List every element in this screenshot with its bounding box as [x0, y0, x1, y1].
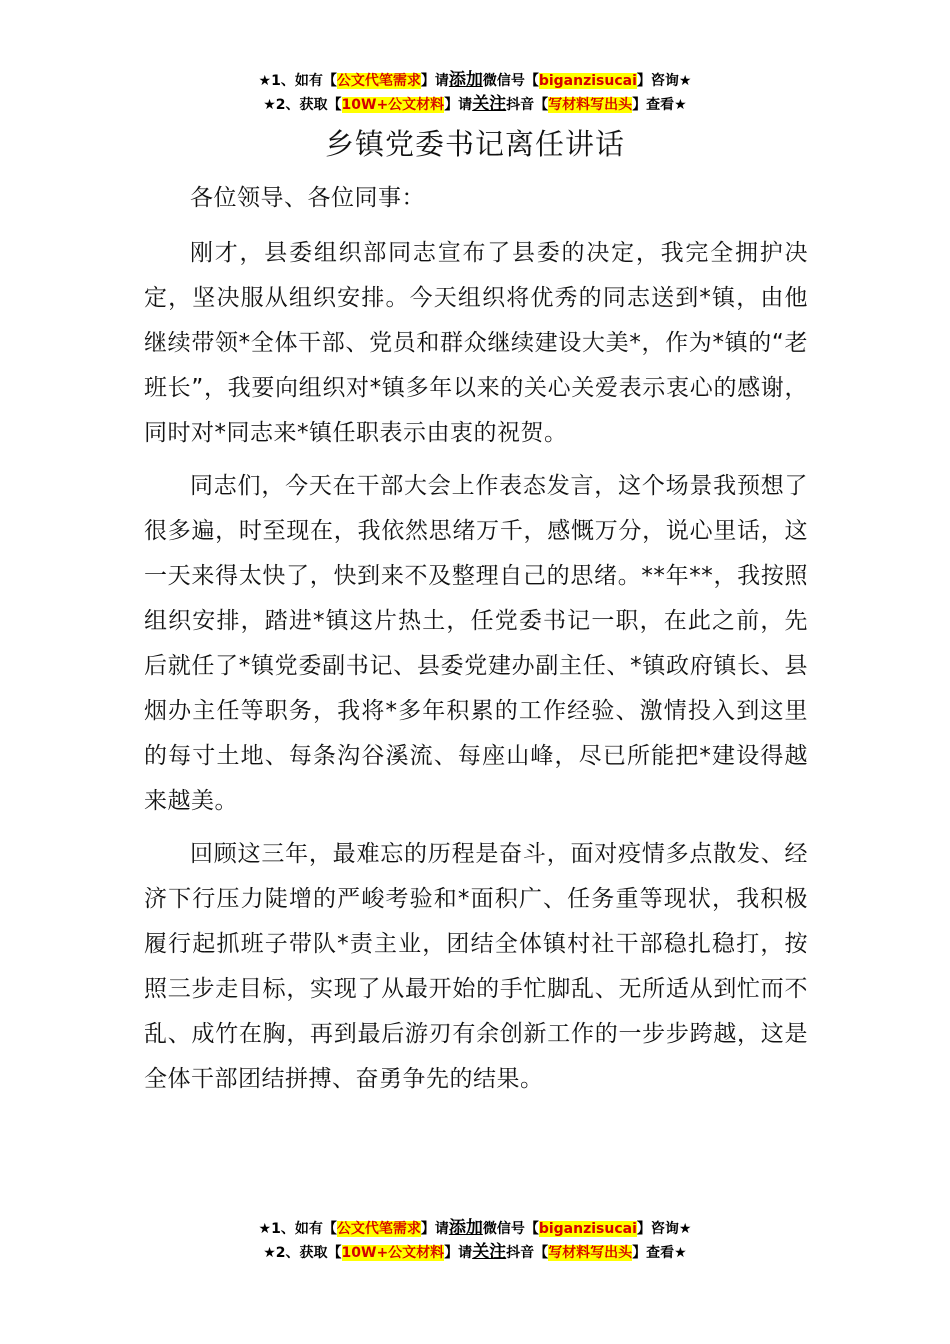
- bottom-promo-banner: [0, 1216, 950, 1264]
- promo-text: 】请: [420, 73, 449, 89]
- promo-text: 】请: [444, 97, 473, 113]
- ghostwriting-highlight: 公文代笔需求: [336, 73, 421, 89]
- ghostwriting-highlight: 公文代笔需求: [336, 1221, 421, 1237]
- document-title: 乡镇党委书记离任讲话: [324, 127, 625, 161]
- promo-text: ★2、获取【: [263, 97, 342, 113]
- promo-text: 】咨询★: [636, 73, 692, 89]
- promo-line-2: [0, 92, 950, 116]
- promo-text: ★1、如有【: [258, 73, 337, 89]
- wechat-id-highlight: biganzisucai: [538, 73, 637, 89]
- promo-line-1: [0, 68, 950, 92]
- promo-text: 微信号【: [482, 1221, 539, 1237]
- follow-emphasis: 关注: [472, 1242, 507, 1262]
- document-body: [144, 176, 808, 1102]
- promo-text: 】请: [444, 1245, 473, 1261]
- douyin-id-highlight: 写材料写出头: [548, 97, 633, 113]
- douyin-id-highlight: 写材料写出头: [548, 1245, 633, 1261]
- promo-text: ★1、如有【: [258, 1221, 337, 1237]
- add-emphasis: 添加: [448, 1218, 483, 1238]
- promo-text: 】查看★: [632, 1245, 687, 1261]
- material-highlight: 10W+公文材料: [341, 97, 445, 113]
- salutation: 各位领导、各位同事：: [190, 185, 425, 211]
- top-promo-banner: [0, 68, 950, 116]
- promo-text: 】咨询★: [636, 1221, 692, 1237]
- promo-text: 抖音【: [506, 97, 549, 113]
- paragraph: 回顾这三年，最难忘的历程是奋斗，面对疫情多点散发、经济下行压力陡增的严峻考验和*面积广、任务重等现状，我积极履行起抓班子带队*责主业，团结全体镇村社干部稳扎稳打，按照三步走目标，实现了从最开始的手忙脚乱、无所适从到忙而不乱、成竹在胸，再到最后游刃有余创新工作的一步步跨越，这是全体干部团结拼搏、奋勇争先的结果。: [144, 841, 808, 1092]
- promo-text: ★2、获取【: [263, 1245, 342, 1261]
- promo-text: 】请: [420, 1221, 449, 1237]
- material-highlight: 10W+公文材料: [341, 1245, 445, 1261]
- promo-text: 】查看★: [632, 97, 687, 113]
- promo-text: 抖音【: [506, 1245, 549, 1261]
- promo-line-2: [0, 1240, 950, 1264]
- add-emphasis: 添加: [448, 70, 483, 90]
- promo-line-1: [0, 1216, 950, 1240]
- promo-text: 微信号【: [482, 73, 539, 89]
- follow-emphasis: 关注: [472, 94, 507, 114]
- paragraph: 同志们，今天在干部大会上作表态发言，这个场景我预想了很多遍，时至现在，我依然思绪万千，感慨万分，说心里话，这一天来得太快了，快到来不及整理自己的思绪。**年**，我按照组织安排，踏进*镇这片热土，任党委书记一职，在此之前，先后就任了*镇党委副书记、县委党建办副主任、*镇政府镇长、县烟办主任等职务，我将*多年积累的工作经验、激情投入到这里的每寸土地、每条沟谷溪流、每座山峰，尽已所能把*建设得越来越美。: [144, 473, 808, 814]
- wechat-id-highlight: biganzisucai: [538, 1221, 637, 1237]
- paragraph: 刚才，县委组织部同志宣布了县委的决定，我完全拥护决定，坚决服从组织安排。今天组织将优秀的同志送到*镇，由他继续带领*全体干部、党员和群众继续建设大美*，作为*镇的“老班长”，我要向组织对*镇多年以来的关心关爱表示衷心的感谢，同时对*同志来*镇任职表示由衷的祝贺。: [144, 240, 808, 446]
